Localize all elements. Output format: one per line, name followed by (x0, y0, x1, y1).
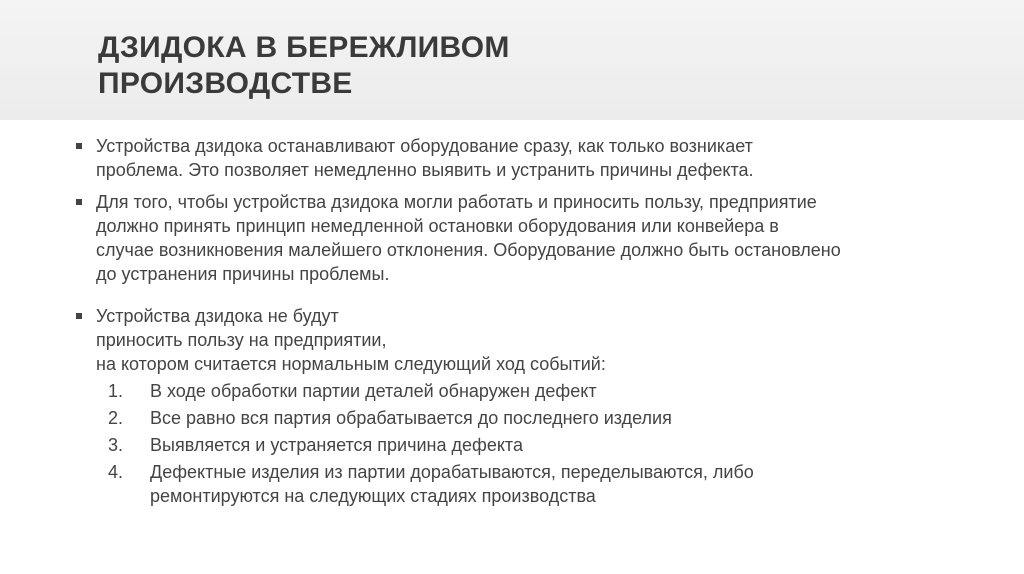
numbered-list-item (108, 406, 954, 430)
title-banner (0, 0, 1024, 120)
list-item-text: В ходе обработки партии деталей обнаружен дефект (150, 381, 597, 401)
bullet-text: Для того, чтобы устройства дзидока могли работать и приносить пользу, предприятие должно принять принцип немедленной остановки оборудования или конвейера в случае возникновения малейшего отклонения. Оборудование должно быть остановлено до устранения причины проблемы. (96, 192, 841, 284)
list-number: 2. (108, 408, 124, 428)
list-item-text: Все равно вся партия обрабатывается до последнего изделия (150, 408, 672, 428)
square-bullet-icon (76, 143, 82, 149)
list-number: 1. (108, 381, 124, 401)
bullet-item (74, 304, 954, 508)
bullet-item (74, 190, 954, 286)
list-number: 4. (108, 462, 124, 482)
bullet-item (74, 134, 954, 182)
square-bullet-icon (76, 199, 82, 205)
numbered-list-item (108, 379, 954, 403)
slide-title: ДЗИДОКА В БЕРЕЖЛИВОМ ПРОИЗВОДСТВЕ (98, 31, 510, 100)
numbered-list-item (108, 460, 954, 508)
list-item-text: Выявляется и устраняется причина дефекта (150, 435, 523, 455)
numbered-list-item (108, 433, 954, 457)
list-number: 3. (108, 435, 124, 455)
numbered-list (108, 379, 954, 508)
slide-content (74, 134, 954, 508)
bullet-text: Устройства дзидока не будут приносить пользу на предприятии, на котором считается нормальным следующий ход событий: (96, 306, 606, 374)
bullet-text: Устройства дзидока останавливают оборудование сразу, как только возникает проблема. Это позволяет немедленно выявить и устранить причины дефекта. (96, 136, 754, 180)
list-item-text: Дефектные изделия из партии дорабатываются, переделываются, либо ремонтируются на следующих стадиях производства (150, 462, 754, 506)
square-bullet-icon (76, 313, 82, 319)
